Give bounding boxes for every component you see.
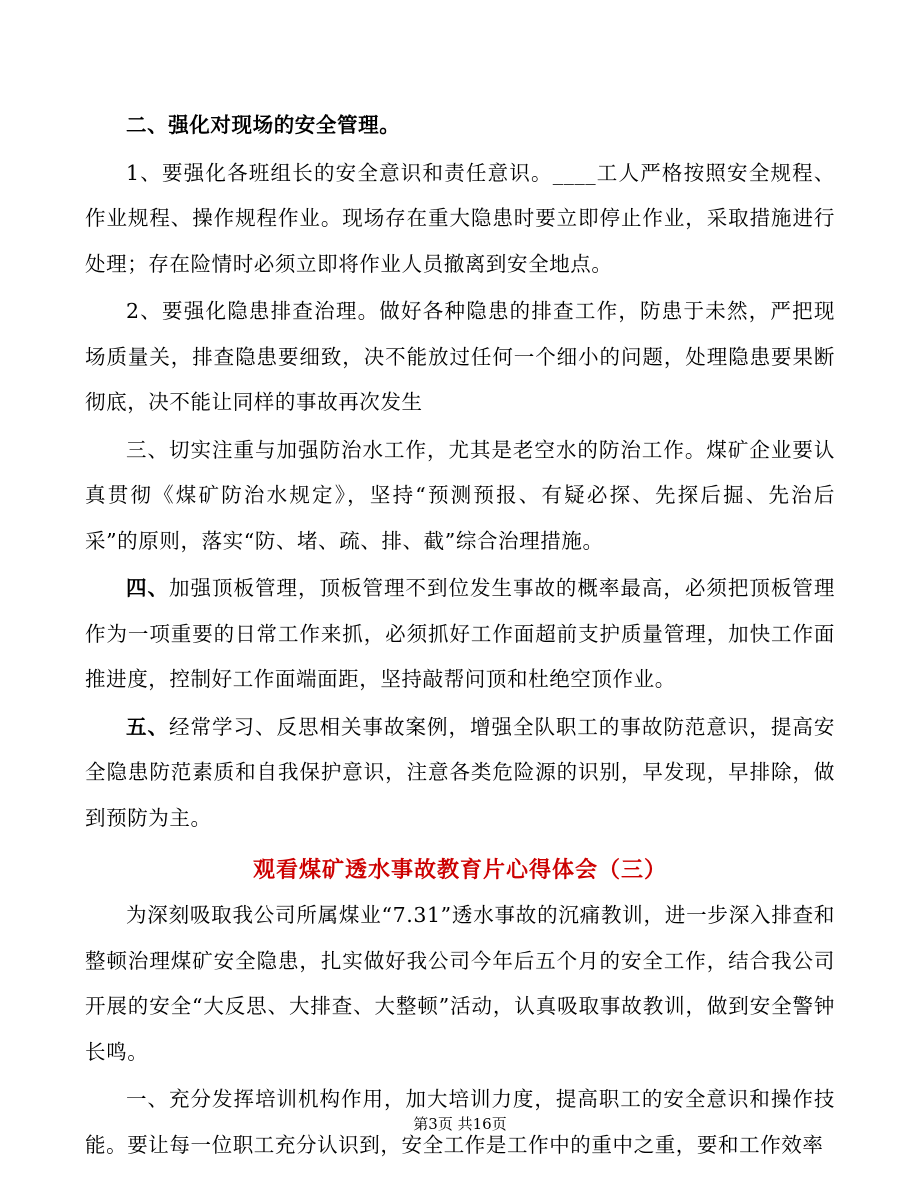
paragraph-text: 加强顶板管理，顶板管理不到位发生事故的概率最高，必须把顶板管理作为一项重要的日常工作来抓，必须抓好工作面超前支护质量管理，加快工作面推进度，控制好工作面端面距，坚持敲帮问顶和杜绝空顶作业。 [85, 576, 835, 691]
paragraph-intro [85, 893, 835, 1075]
paragraph-text: 二、强化对现场的安全管理。 [126, 113, 401, 137]
paragraph-section-five [85, 705, 835, 842]
paragraph-text: 经常学习、反思相关事故案例，增强全队职工的事故防范意识，提高安全隐患防范素质和自我保护意识，注意各类危险源的识别，早发现，早排除，做到预防为主。 [85, 714, 835, 830]
paragraph-text: 1、要强化各班组长的安全意识和责任意识。____工人严格按照安全规程、作业规程、操作规程作业。现场存在重大隐患时要立即停止作业，采取措施进行处理；存在险情时必须立即将作业人员撤离到安全地点。 [85, 160, 835, 276]
paragraph-text: 一、充分发挥培训机构作用，加大培训力度，提高职工的安全意识和操作技能。要让每一位职工充分认识到，安全工作是工作中的重中之重，要和工作效率 [85, 1087, 835, 1157]
paragraph-section-three [85, 428, 835, 565]
paragraph-section-four [85, 566, 835, 703]
document-body [85, 103, 835, 1168]
paragraph-item-2 [85, 289, 835, 426]
paragraph-item-1 [85, 151, 835, 288]
paragraph-section-two-heading [85, 103, 835, 149]
paragraph-text: 2、要强化隐患排查治理。做好各种隐患的排查工作，防患于未然，严把现场质量关，排查隐患要细致，决不能放过任何一个细小的问题，处理隐患要果断彻底，决不能让同样的事故再次发生 [85, 299, 835, 414]
paragraph-lead: 五、 [126, 714, 169, 739]
paragraph-text: 三、切实注重与加强防治水工作，尤其是老空水的防治工作。煤矿企业要认真贯彻《煤矿防治水规定》，坚持“预测预报、有疑必探、先探后掘、先治后采”的原则，落实“防、堵、疏、排、截”综合治理措施。 [85, 437, 835, 553]
paragraph-lead: 四、 [126, 576, 169, 600]
paragraph-text: 为深刻吸取我公司所属煤业“7.31”透水事故的沉痛教训，进一步深入排查和整顿治理煤矿安全隐患，扎实做好我公司今年后五个月的安全工作，结合我公司开展的安全“大反思、大排查、大整顿”活动，认真吸取事故教训，做到安全警钟长鸣。 [85, 903, 835, 1064]
section-title: 观看煤矿透水事故教育片心得体会（三） [252, 857, 667, 883]
page-number-footer: 第3页 共16页 [413, 1115, 507, 1133]
